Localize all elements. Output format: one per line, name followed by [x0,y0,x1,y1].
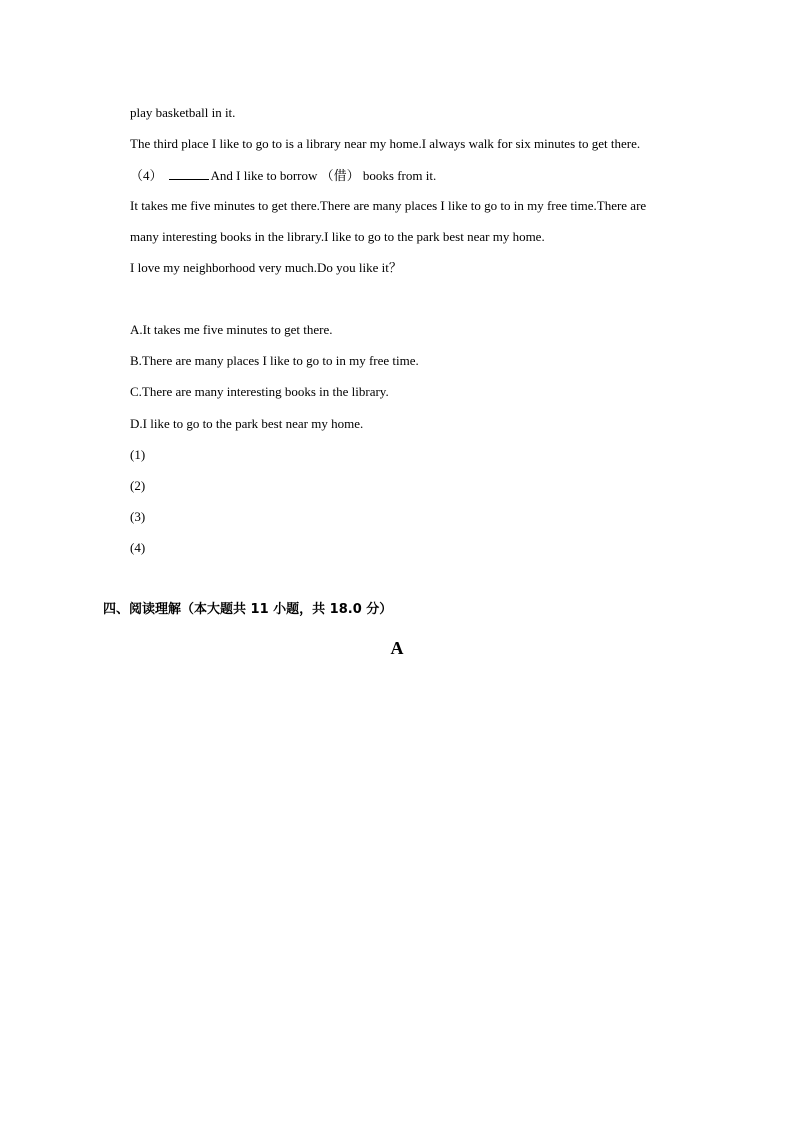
passage-line-4: It takes me five minutes to get there.There are many places I like to go to in my free time.There are [130,198,647,213]
passage-line-5: many interesting books in the library.I like to go to the park best near my home. [130,229,545,244]
passage-line-1: play basketball in it. [130,105,236,120]
section-heading: 四、阅读理解（本大题共 11 小题，共 18.0 分） [103,602,393,617]
option-c: C.There are many interesting books in the library. [130,384,389,399]
passage-line-6: I love my neighborhood very much.Do you like it？ [130,260,402,275]
option-a: A.It takes me five minutes to get there. [130,322,333,337]
answer-label-4: (4) [130,540,146,555]
blank-number: （4） [130,168,163,183]
answer-label-2: (2) [130,478,146,493]
answer-label-3: (3) [130,509,146,524]
passage-line-3-text: And I like to borrow （借） books from it. [210,168,437,183]
answer-label-1: (1) [130,447,146,462]
option-d: D.I like to go to the park best near my home. [130,416,364,431]
passage-line-3 [130,167,436,184]
answer-blank [169,167,209,180]
part-title: A [390,638,404,658]
option-b: B.There are many places I like to go to in my free time. [130,353,419,368]
passage-line-2: The third place I like to go to is a library near my home.I always walk for six minutes to get there. [130,136,641,151]
